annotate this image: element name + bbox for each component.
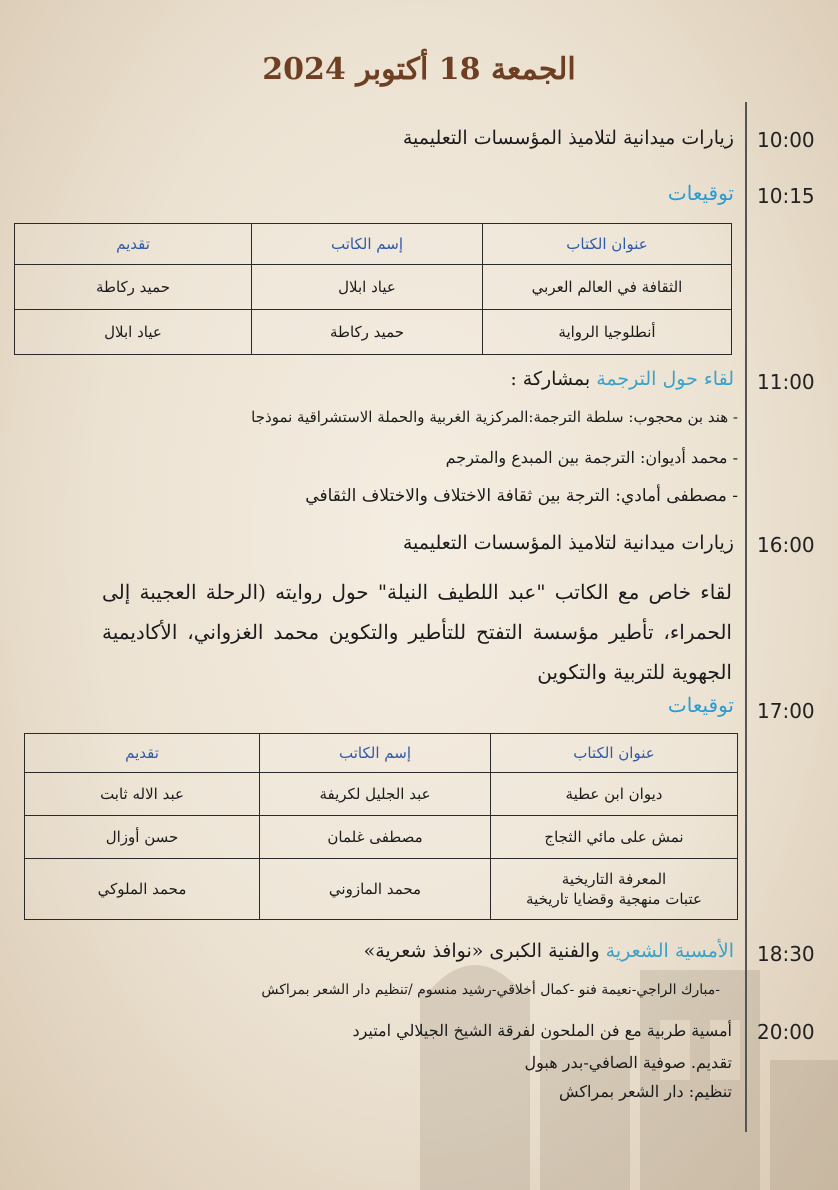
timeline-divider bbox=[745, 102, 747, 1132]
table-header-row bbox=[15, 224, 732, 265]
author-cell: عياد ابلال bbox=[252, 265, 483, 310]
book-cell: أنطلوجيا الرواية bbox=[483, 310, 732, 355]
table-row bbox=[25, 816, 738, 859]
table-row bbox=[25, 859, 738, 920]
participant-line: - هند بن محجوب: سلطة الترجمة:المركزية الغربية والحملة الاستشراقية نموذجا bbox=[251, 408, 738, 426]
evening-line: تقديم. صوفية الصافي-بدر هبول bbox=[524, 1053, 732, 1072]
event-1600: زيارات ميدانية لتلاميذ المؤسسات التعليمية bbox=[402, 532, 734, 554]
participation-label: بمشاركة : bbox=[510, 368, 597, 390]
signings-table-1015 bbox=[14, 223, 732, 355]
presenter-cell: حسن أوزال bbox=[25, 816, 260, 859]
book-cell: الثقافة في العالم العربي bbox=[483, 265, 732, 310]
col-author-header: إسم الكاتب bbox=[252, 224, 483, 265]
col-book-header: عنوان الكتاب bbox=[491, 734, 738, 773]
event-1830-heading bbox=[364, 940, 734, 962]
presenter-cell: حميد ركاطة bbox=[15, 265, 252, 310]
author-cell: حميد ركاطة bbox=[252, 310, 483, 355]
table-row bbox=[15, 310, 732, 355]
signings-label-1700: توقيعات bbox=[667, 693, 734, 717]
book-cell: ديوان ابن عطية bbox=[491, 773, 738, 816]
presenter-cell: محمد الملوكي bbox=[25, 859, 260, 920]
time-1700: 17:00 bbox=[757, 699, 815, 723]
time-2000: 20:00 bbox=[757, 1020, 815, 1044]
poetry-evening-title: الأمسية الشعرية bbox=[605, 940, 734, 962]
event-1100-heading bbox=[510, 368, 734, 390]
book-subtitle-line: عتبات منهجية وقضايا تاريخية bbox=[526, 890, 702, 908]
signings-label-1015: توقيعات bbox=[667, 181, 734, 205]
participant-line: - محمد أديوان: الترجمة بين المبدع والمترجم bbox=[445, 448, 738, 467]
book-cell: نمش على مائي الثجاج bbox=[491, 816, 738, 859]
col-author-header: إسم الكاتب bbox=[260, 734, 491, 773]
time-1000: 10:00 bbox=[757, 128, 815, 152]
col-presenter-header: تقديم bbox=[25, 734, 260, 773]
author-cell: مصطفى غلمان bbox=[260, 816, 491, 859]
author-cell: محمد المازوني bbox=[260, 859, 491, 920]
time-1600: 16:00 bbox=[757, 533, 815, 557]
time-1100: 11:00 bbox=[757, 370, 815, 394]
poetry-evening-rest: والفنية الكبرى «نوافذ شعرية» bbox=[363, 940, 606, 962]
author-meeting-paragraph: لقاء خاص مع الكاتب "عبد اللطيف النيلة" حول روايته (الرحلة العجيبة إلى الحمراء، تأطير مؤسسة التفتح للتأطير والتكوين محمد الغزواني، الأكاديمية الجهوية للتربية والتكوين bbox=[102, 580, 732, 684]
book-title-line: المعرفة التاريخية bbox=[561, 869, 667, 888]
signings-table-1700 bbox=[24, 733, 738, 920]
presenter-cell: عبد الاله ثابت bbox=[25, 773, 260, 816]
evening-line: أمسية طربية مع فن الملحون لفرقة الشيخ الجيلالي امتيرد bbox=[352, 1021, 732, 1040]
table-row bbox=[15, 265, 732, 310]
time-1830: 18:30 bbox=[757, 942, 815, 966]
table-row bbox=[25, 773, 738, 816]
poets-list: -مبارك الراجي-نعيمة فنو -كمال أخلاقي-رشيد منسوم /تنظيم دار الشعر بمراكش bbox=[261, 982, 720, 998]
book-cell bbox=[491, 859, 738, 920]
col-book-header: عنوان الكتاب bbox=[483, 224, 732, 265]
author-cell: عبد الجليل لكريفة bbox=[260, 773, 491, 816]
presenter-cell: عياد ابلال bbox=[15, 310, 252, 355]
evening-line: تنظيم: دار الشعر بمراكش bbox=[559, 1082, 732, 1101]
participant-line: - مصطفى أمادي: الترجة بين ثقافة الاختلاف والاختلاف الثقافي bbox=[305, 486, 738, 506]
table-header-row bbox=[25, 734, 738, 773]
translation-meeting-title: لقاء حول الترجمة bbox=[596, 368, 734, 390]
event-1000: زيارات ميدانية لتلاميذ المؤسسات التعليمية bbox=[402, 127, 734, 149]
page-title: الجمعة 18 أكتوبر 2024 bbox=[262, 52, 576, 87]
col-presenter-header: تقديم bbox=[15, 224, 252, 265]
time-1015: 10:15 bbox=[757, 184, 815, 208]
